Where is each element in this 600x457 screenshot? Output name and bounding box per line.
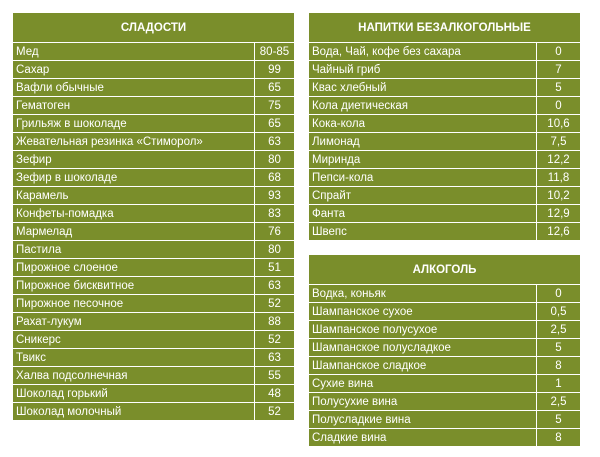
item-name: Чайный гриб (309, 61, 537, 79)
drinks-table (308, 12, 581, 241)
item-value: 7,5 (537, 133, 581, 151)
table-row (309, 411, 581, 429)
table-row (13, 241, 295, 259)
item-value: 2,5 (537, 393, 581, 411)
table-row (309, 187, 581, 205)
item-name: Зефир (13, 151, 255, 169)
table-row (309, 285, 581, 303)
table-row (13, 115, 295, 133)
item-value: 2,5 (537, 321, 581, 339)
item-name: Сахар (13, 61, 255, 79)
item-name: Грильяж в шоколаде (13, 115, 255, 133)
table-row (13, 61, 295, 79)
table-row (309, 151, 581, 169)
item-name: Пепси-кола (309, 169, 537, 187)
item-value: 83 (255, 205, 295, 223)
item-value: 12,6 (537, 223, 581, 241)
sweets-table (12, 12, 295, 421)
item-value: 12,9 (537, 205, 581, 223)
table-row (309, 79, 581, 97)
item-value: 0 (537, 97, 581, 115)
item-value: 93 (255, 187, 295, 205)
table-row (309, 43, 581, 61)
item-name: Зефир в шоколаде (13, 169, 255, 187)
item-name: Сладкие вина (309, 429, 537, 447)
item-value: 63 (255, 133, 295, 151)
table-row (13, 313, 295, 331)
table-row (13, 385, 295, 403)
item-name: Водка, коньяк (309, 285, 537, 303)
item-name: Сухие вина (309, 375, 537, 393)
item-value: 48 (255, 385, 295, 403)
item-value: 63 (255, 349, 295, 367)
item-value: 76 (255, 223, 295, 241)
table-row (13, 43, 295, 61)
item-name: Пирожное бисквитное (13, 277, 255, 295)
item-name: Халва подсолнечная (13, 367, 255, 385)
item-value: 52 (255, 403, 295, 421)
item-name: Мед (13, 43, 255, 61)
item-name: Шампанское полусладкое (309, 339, 537, 357)
table-row (13, 133, 295, 151)
item-value: 55 (255, 367, 295, 385)
table-row (309, 375, 581, 393)
table-row (309, 429, 581, 447)
item-value: 5 (537, 411, 581, 429)
table-row (309, 97, 581, 115)
table-row (309, 205, 581, 223)
item-name: Шампанское полусухое (309, 321, 537, 339)
item-value: 0 (537, 43, 581, 61)
table-row (309, 321, 581, 339)
item-name: Спрайт (309, 187, 537, 205)
item-name: Миринда (309, 151, 537, 169)
item-name: Фанта (309, 205, 537, 223)
item-value: 80 (255, 241, 295, 259)
table-row (309, 115, 581, 133)
item-value: 11,8 (537, 169, 581, 187)
item-value: 7 (537, 61, 581, 79)
item-name: Шоколад молочный (13, 403, 255, 421)
item-value: 88 (255, 313, 295, 331)
item-name: Шампанское сладкое (309, 357, 537, 375)
item-value: 10,2 (537, 187, 581, 205)
item-name: Пастила (13, 241, 255, 259)
alcohol-title: АЛКОГОЛЬ (309, 255, 581, 285)
item-value: 52 (255, 295, 295, 313)
item-value: 99 (255, 61, 295, 79)
item-value: 8 (537, 357, 581, 375)
item-value: 65 (255, 79, 295, 97)
table-row (13, 223, 295, 241)
item-name: Полусухие вина (309, 393, 537, 411)
table-row (13, 151, 295, 169)
item-value: 80 (255, 151, 295, 169)
item-value: 10,6 (537, 115, 581, 133)
item-value: 5 (537, 79, 581, 97)
table-row (13, 403, 295, 421)
table-row (309, 61, 581, 79)
item-value: 0 (537, 285, 581, 303)
table-row (309, 133, 581, 151)
item-value: 68 (255, 169, 295, 187)
table-row (13, 277, 295, 295)
alcohol-table (308, 254, 581, 447)
item-name: Кока-кола (309, 115, 537, 133)
item-value: 51 (255, 259, 295, 277)
item-value: 80-85 (255, 43, 295, 61)
item-name: Швепс (309, 223, 537, 241)
table-row (309, 169, 581, 187)
item-value: 75 (255, 97, 295, 115)
table-row (309, 357, 581, 375)
item-name: Кола диетическая (309, 97, 537, 115)
table-row (13, 331, 295, 349)
table-row (13, 169, 295, 187)
item-name: Жевательная резинка «Стиморол» (13, 133, 255, 151)
item-name: Пирожное слоеное (13, 259, 255, 277)
item-name: Лимонад (309, 133, 537, 151)
table-row (13, 79, 295, 97)
table-row (13, 187, 295, 205)
table-row (309, 223, 581, 241)
item-name: Сникерс (13, 331, 255, 349)
item-value: 52 (255, 331, 295, 349)
table-row (13, 259, 295, 277)
item-value: 5 (537, 339, 581, 357)
table-row (13, 367, 295, 385)
item-name: Квас хлебный (309, 79, 537, 97)
item-name: Твикс (13, 349, 255, 367)
item-name: Мармелад (13, 223, 255, 241)
table-row (13, 97, 295, 115)
table-row (13, 295, 295, 313)
item-name: Вафли обычные (13, 79, 255, 97)
item-value: 63 (255, 277, 295, 295)
item-value: 0,5 (537, 303, 581, 321)
drinks-title: НАПИТКИ БЕЗАЛКОГОЛЬНЫЕ (309, 13, 581, 43)
table-row (309, 393, 581, 411)
item-value: 65 (255, 115, 295, 133)
item-name: Вода, Чай, кофе без сахара (309, 43, 537, 61)
item-name: Карамель (13, 187, 255, 205)
item-name: Конфеты-помадка (13, 205, 255, 223)
item-value: 1 (537, 375, 581, 393)
item-value: 12,2 (537, 151, 581, 169)
table-row (309, 339, 581, 357)
item-value: 8 (537, 429, 581, 447)
sweets-title: СЛАДОСТИ (13, 13, 295, 43)
table-row (13, 349, 295, 367)
item-name: Гематоген (13, 97, 255, 115)
item-name: Шоколад горький (13, 385, 255, 403)
table-row (309, 303, 581, 321)
item-name: Рахат-лукум (13, 313, 255, 331)
item-name: Пирожное песочное (13, 295, 255, 313)
table-row (13, 205, 295, 223)
item-name: Шампанское сухое (309, 303, 537, 321)
item-name: Полусладкие вина (309, 411, 537, 429)
